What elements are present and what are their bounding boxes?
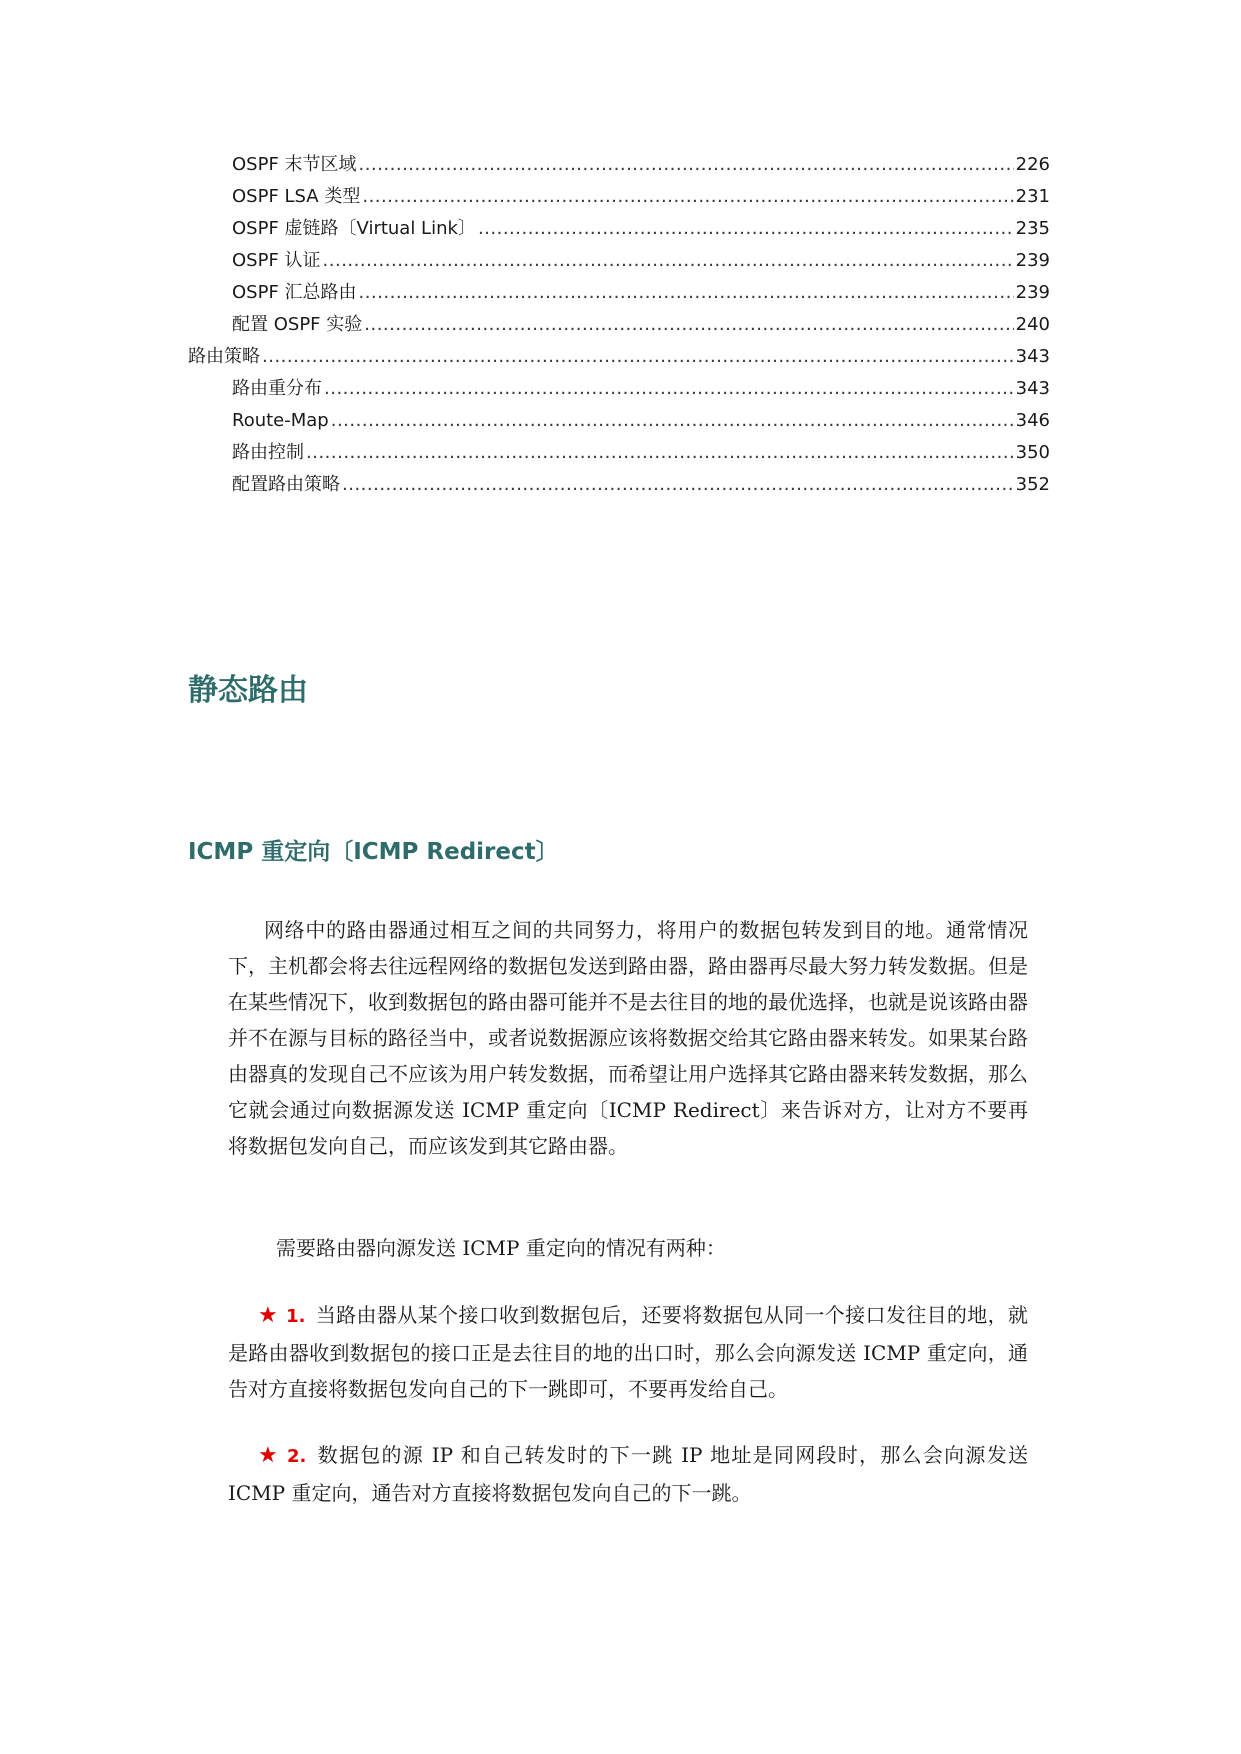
- toc-entry-title: OSPF 末节区域: [232, 154, 357, 175]
- toc-entry-page: 226: [1015, 154, 1050, 175]
- toc-entry[interactable]: [232, 310, 1050, 340]
- toc-entry-title: OSPF LSA 类型: [232, 186, 361, 207]
- toc-entry[interactable]: [232, 406, 1050, 436]
- chapter-heading: 静态路由: [188, 673, 308, 708]
- toc-leader-dots: [342, 470, 1014, 500]
- toc-leader-dots: [323, 246, 1014, 276]
- intro-paragraph: 网络中的路由器通过相互之间的共同努力，将用户的数据包转发到目的地。通常情况下，主机都会将去往远程网络的数据包发送到路由器，路由器再尽最大努力转发数据。但是在某些情况下，收到数据包的路由器可能并不是去往目的地的最优选择，也就是说该路由器并不在源与目标的路径当中，或者说数据源应该将数据交给其它路由器来转发。如果某台路由器真的发现自己不应该为用户转发数据，而希望让用户选择其它路由器来转发数据，那么它就会通过向数据源发送 ICMP 重定向〔ICMP Redirect〕来告诉对方，让对方不要再将数据包发向自己，而应该发到其它路由器。: [228, 918, 1028, 1158]
- toc-entry-title: 路由策略: [188, 346, 260, 367]
- toc-entry[interactable]: [232, 246, 1050, 276]
- toc-entry-title: 路由重分布: [232, 378, 322, 399]
- toc-leader-dots: [331, 406, 1014, 436]
- toc-entry[interactable]: [232, 278, 1050, 308]
- toc-entry[interactable]: [232, 150, 1050, 180]
- toc-entry-title: OSPF 汇总路由: [232, 282, 357, 303]
- toc-entry-title: Route-Map: [232, 410, 329, 431]
- toc-entry-title: 路由控制: [232, 442, 304, 463]
- toc-entry-page: 231: [1015, 186, 1050, 207]
- toc-entry-page: 352: [1015, 474, 1050, 495]
- toc-leader-dots: [324, 374, 1014, 404]
- section-heading: ICMP 重定向〔ICMP Redirect〕: [188, 839, 559, 865]
- toc-entry-title: OSPF 认证: [232, 250, 321, 271]
- list-item: [228, 1297, 1028, 1407]
- list-item: [228, 1437, 1028, 1511]
- toc-leader-dots: [364, 310, 1013, 340]
- toc-entry-title: 配置 OSPF 实验: [232, 314, 363, 335]
- toc-entry[interactable]: [232, 470, 1050, 500]
- toc-entry[interactable]: [232, 214, 1050, 244]
- toc-entry[interactable]: [232, 438, 1050, 468]
- list-item-text: 数据包的源 IP 和自己转发时的下一跳 IP 地址是同网段时，那么会向源发送 ICMP 重定向，通告对方直接将数据包发向自己的下一跳。: [228, 1443, 1028, 1505]
- toc-entry[interactable]: [188, 342, 1050, 372]
- toc-entry-page: 346: [1015, 410, 1050, 431]
- cases-intro-paragraph: 需要路由器向源发送 ICMP 重定向的情况有两种：: [276, 1236, 726, 1260]
- toc-entry[interactable]: [232, 374, 1050, 404]
- toc-leader-dots: [362, 182, 1013, 212]
- toc-entry-page: 240: [1015, 314, 1050, 335]
- toc-entry[interactable]: [232, 182, 1050, 212]
- toc-entry-page: 239: [1015, 250, 1050, 271]
- toc-leader-dots: [359, 150, 1014, 180]
- toc-entry-page: 350: [1015, 442, 1050, 463]
- toc-entry-page: 239: [1015, 282, 1050, 303]
- toc-leader-dots: [262, 342, 1014, 372]
- toc-entry-page: 343: [1015, 378, 1050, 399]
- list-number: 2.: [287, 1446, 307, 1467]
- toc-entry-page: 343: [1015, 346, 1050, 367]
- toc-leader-dots: [359, 278, 1014, 308]
- star-icon: ★: [258, 1443, 280, 1468]
- toc-entry-title: OSPF 虚链路〔Virtual Link〕: [232, 218, 476, 239]
- list-item-text: 当路由器从某个接口收到数据包后，还要将数据包从同一个接口发往目的地，就是路由器收到数据包的接口正是去往目的地的出口时，那么会向源发送 ICMP 重定向，通告对方直接将数据包发向自己的下一跳即可，不要再发给自己。: [228, 1303, 1029, 1401]
- toc-leader-dots: [478, 214, 1014, 244]
- toc-entry-page: 235: [1015, 218, 1050, 239]
- toc-leader-dots: [306, 438, 1014, 468]
- toc-entry-title: 配置路由策略: [232, 474, 340, 495]
- list-number: 1.: [286, 1306, 306, 1327]
- star-icon: ★: [258, 1303, 279, 1328]
